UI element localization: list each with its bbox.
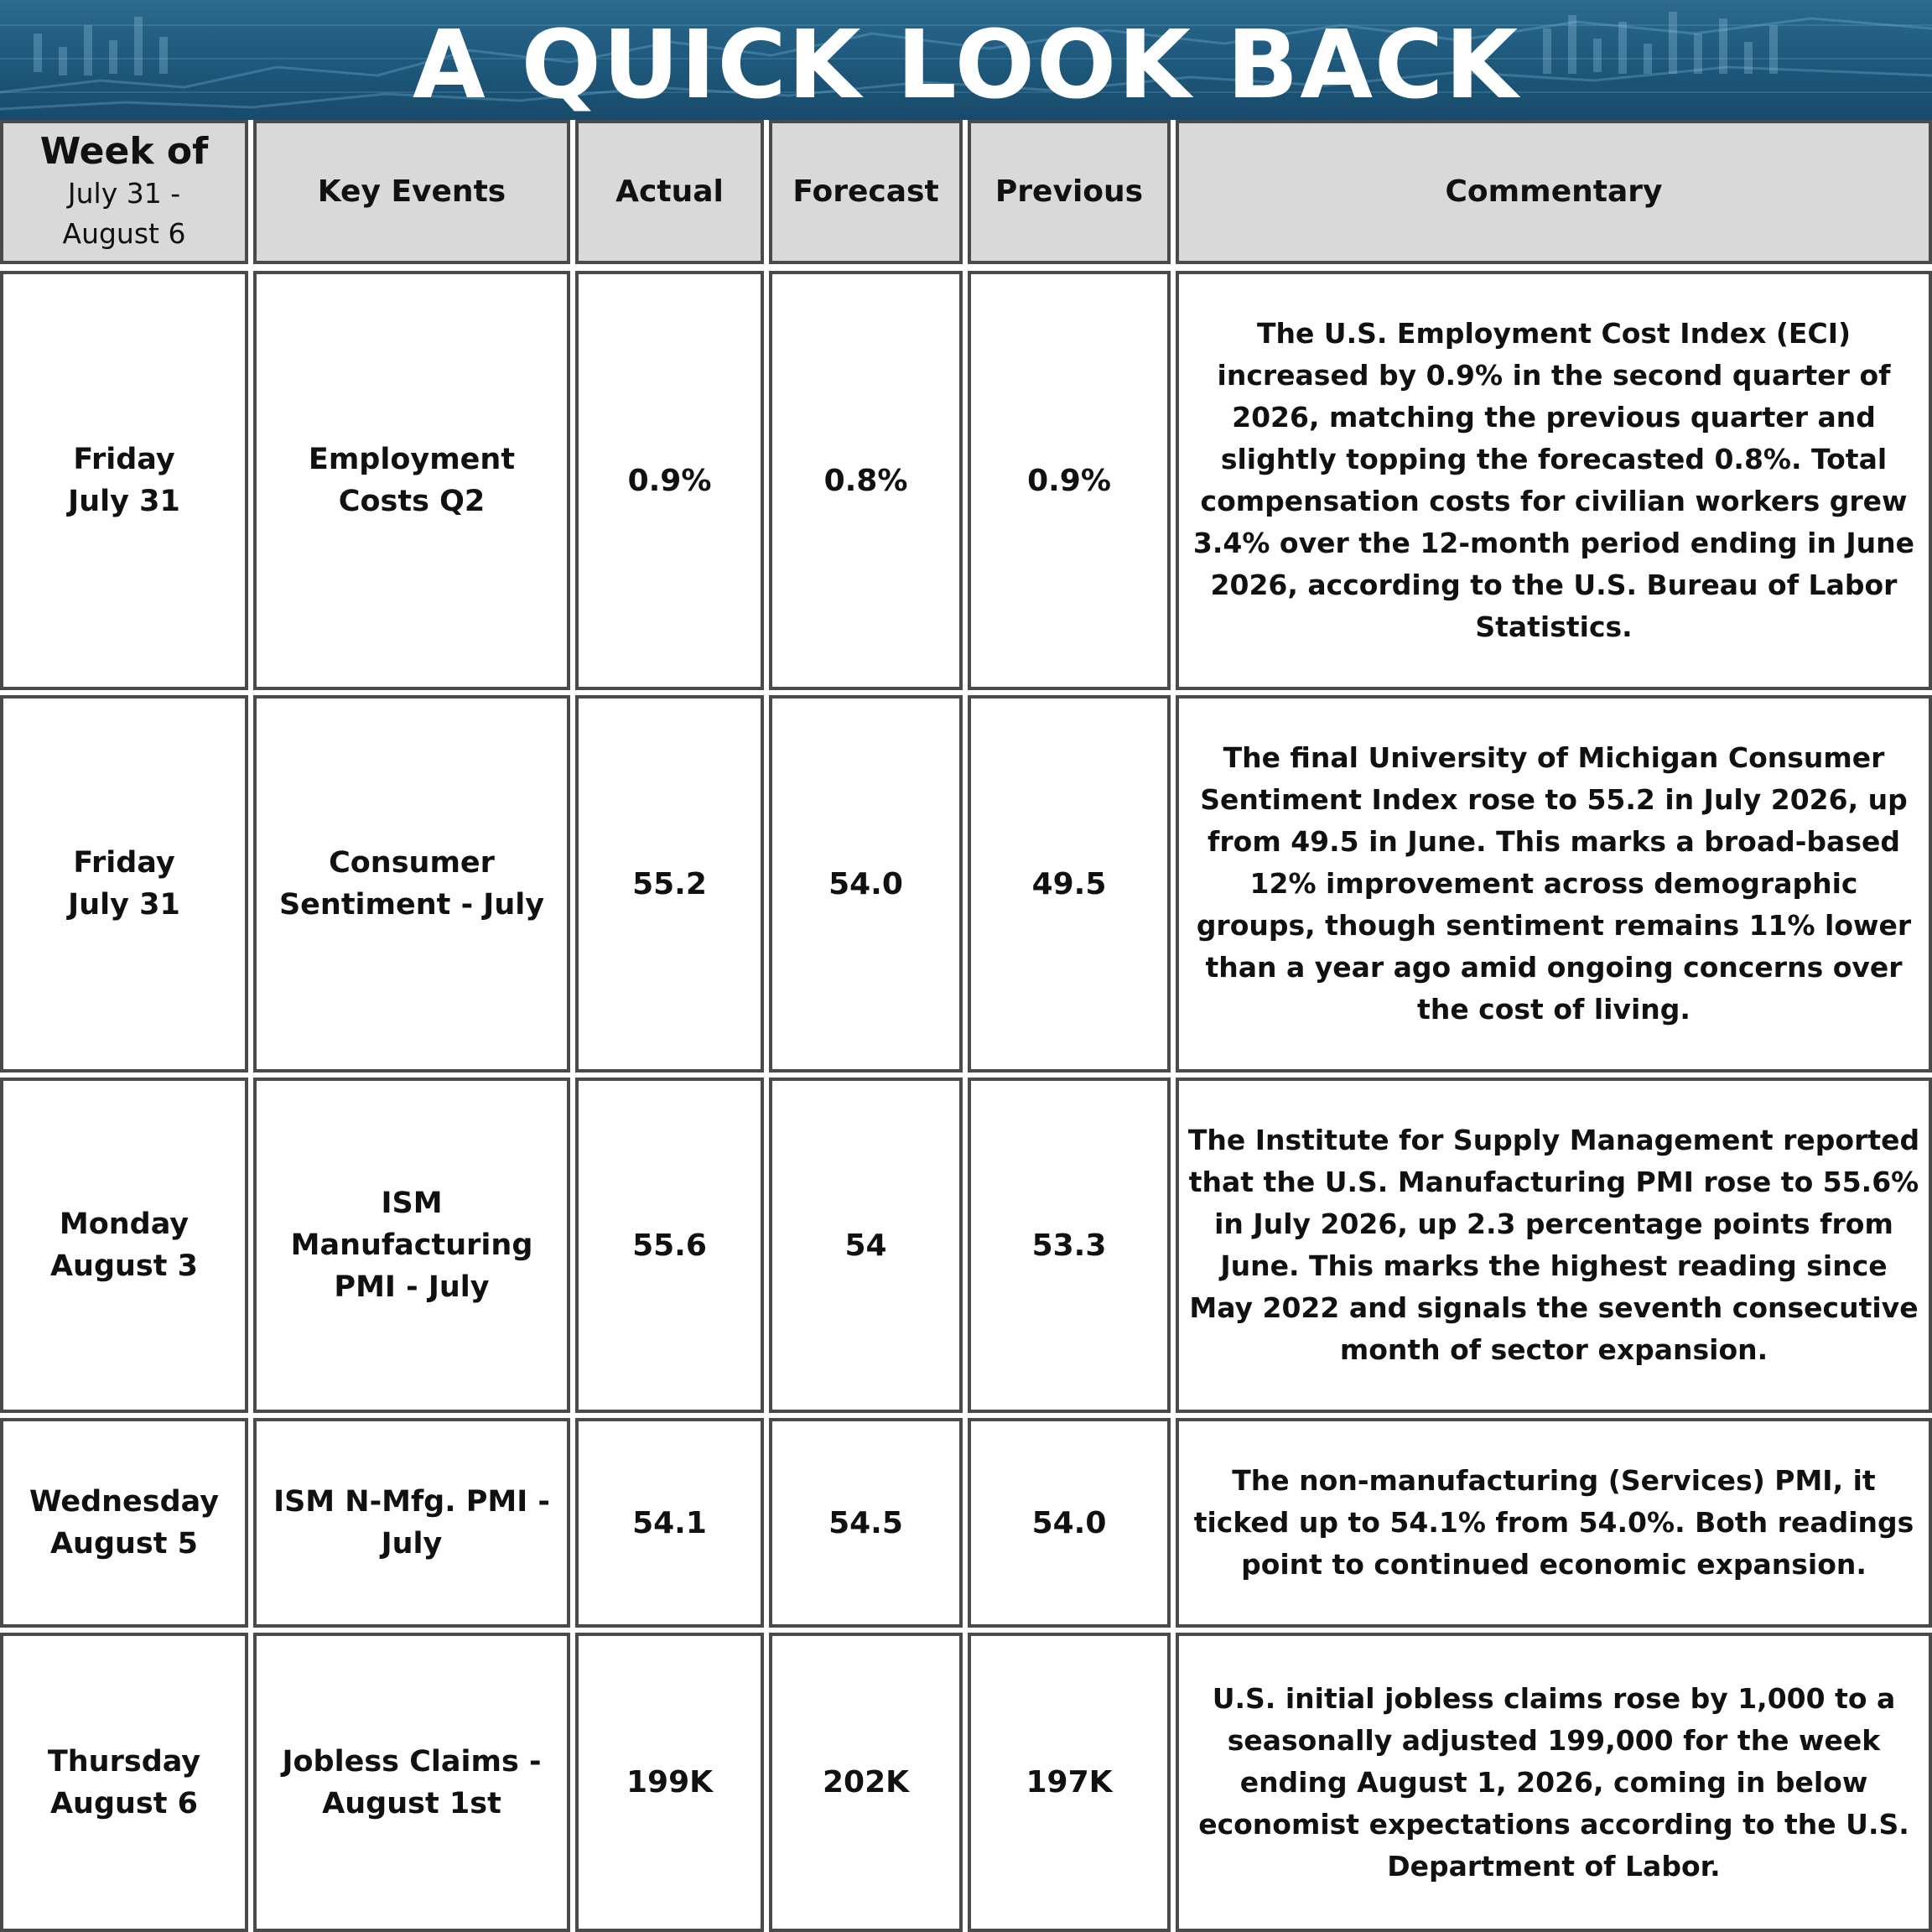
row-3-actual: [575, 1078, 764, 1413]
row-3-date: [0, 1078, 248, 1413]
row-3-forecast: [769, 1078, 963, 1413]
row-5-previous: [968, 1633, 1171, 1932]
forecast-label: Forecast: [792, 174, 939, 209]
commentary-text: The non-manufacturing (Services) PMI, it ticked up to 54.1% from 54.0%. Both readings point to continued economic expansion.: [1193, 1464, 1914, 1581]
day-label: Friday: [73, 846, 175, 880]
previous-value: 53.3: [1031, 1228, 1107, 1263]
date-label: August 3: [49, 1249, 199, 1283]
header-commentary: [1176, 120, 1932, 264]
date-label: August 6: [49, 1786, 199, 1820]
actual-value: 55.2: [632, 866, 707, 901]
commentary-text: The Institute for Supply Management reported that the U.S. Manufacturing PMI rose to 55.6% in July 2026, up 2.3 percentage points from June. This marks the highest reading since May 2022 and signals the seventh consecutive month of sector expansion.: [1187, 1124, 1920, 1366]
row-5-commentary: [1176, 1633, 1932, 1932]
event-name: ISM Manufacturing PMI - July: [290, 1187, 533, 1304]
row-4-forecast: [769, 1418, 963, 1628]
forecast-value: 202K: [822, 1765, 910, 1800]
actual-value: 0.9%: [627, 463, 712, 498]
economic-events-table: [0, 120, 1932, 1932]
row-5-forecast: [769, 1633, 963, 1932]
row-5-actual: [575, 1633, 764, 1932]
date-range-start: July 31 -: [67, 177, 181, 210]
row-3-commentary: [1176, 1078, 1932, 1413]
day-label: Wednesday: [29, 1485, 220, 1519]
row-1-actual: [575, 271, 764, 690]
event-name: Jobless Claims - August 1st: [282, 1744, 542, 1820]
row-2-actual: [575, 695, 764, 1072]
row-2-commentary: [1176, 695, 1932, 1072]
forecast-value: 54.5: [828, 1505, 903, 1540]
row-4-actual: [575, 1418, 764, 1628]
previous-label: Previous: [995, 174, 1144, 209]
date-label: August 5: [49, 1527, 199, 1561]
commentary-text: U.S. initial jobless claims rose by 1,000 to a seasonally adjusted 199,000 for the week ending August 1, 2026, coming in below economist expectations according to the U.S. Department of Labor.: [1198, 1681, 1909, 1883]
row-4-date: [0, 1418, 248, 1628]
header-key-events: [253, 120, 570, 264]
header-week-of: [0, 120, 248, 264]
forecast-value: 54: [844, 1228, 887, 1263]
day-label: Monday: [59, 1208, 190, 1241]
forecast-value: 54.0: [828, 866, 903, 901]
previous-value: 49.5: [1031, 866, 1107, 901]
row-2-forecast: [769, 695, 963, 1072]
event-name: Employment Costs Q2: [308, 443, 516, 518]
event-name: Consumer Sentiment - July: [278, 846, 545, 922]
row-4-commentary: [1176, 1418, 1932, 1628]
row-1-commentary: [1176, 271, 1932, 690]
previous-value: 0.9%: [1027, 463, 1111, 498]
row-2-previous: [968, 695, 1171, 1072]
row-3-event: [253, 1078, 570, 1413]
title-banner: [0, 0, 1932, 124]
actual-value: 55.6: [632, 1228, 707, 1263]
header-previous: [968, 120, 1171, 264]
date-label: July 31: [68, 888, 180, 922]
actual-label: Actual: [615, 174, 724, 209]
header-actual: [575, 120, 764, 264]
day-label: Thursday: [47, 1744, 201, 1779]
actual-value: 199K: [626, 1765, 714, 1800]
row-5-event: [253, 1633, 570, 1932]
date-range-end: August 6: [62, 217, 186, 250]
row-1-event: [253, 271, 570, 690]
actual-value: 54.1: [632, 1505, 707, 1540]
header-forecast: [769, 120, 963, 264]
previous-value: 197K: [1026, 1765, 1113, 1800]
key-events-label: Key Events: [317, 174, 506, 209]
date-label: July 31: [68, 485, 180, 518]
row-5-date: [0, 1633, 248, 1932]
forecast-value: 0.8%: [823, 463, 908, 498]
row-2-date: [0, 695, 248, 1072]
commentary-text: The final University of Michigan Consumer Sentiment Index rose to 55.2 in July 2026, up from 49.5 in June. This marks a broad-based 12% improvement across demographic groups, though sentiment remains 11% lower than a year ago amid ongoing concerns over the cost of living.: [1196, 741, 1912, 1026]
event-name: ISM N-Mfg. PMI - July: [273, 1485, 550, 1561]
row-4-event: [253, 1418, 570, 1628]
commentary-text: The U.S. Employment Cost Index (ECI) increased by 0.9% in the second quarter of 2026, matching the previous quarter and slightly topping the forecasted 0.8%. Total compensation costs for civilian workers grew 3.4% over the 12-month period ending in June 2026, according to the U.S. Bureau of Labor Statistics.: [1192, 317, 1915, 643]
page-title: A QUICK LOOK BACK: [412, 11, 1520, 120]
row-1-forecast: [769, 271, 963, 690]
previous-value: 54.0: [1031, 1505, 1107, 1540]
row-1-date: [0, 271, 248, 690]
row-4-previous: [968, 1418, 1171, 1628]
row-1-previous: [968, 271, 1171, 690]
row-3-previous: [968, 1078, 1171, 1413]
commentary-label: Commentary: [1445, 174, 1663, 209]
week-of-label: Week of: [39, 130, 209, 173]
day-label: Friday: [73, 443, 175, 476]
row-2-event: [253, 695, 570, 1072]
